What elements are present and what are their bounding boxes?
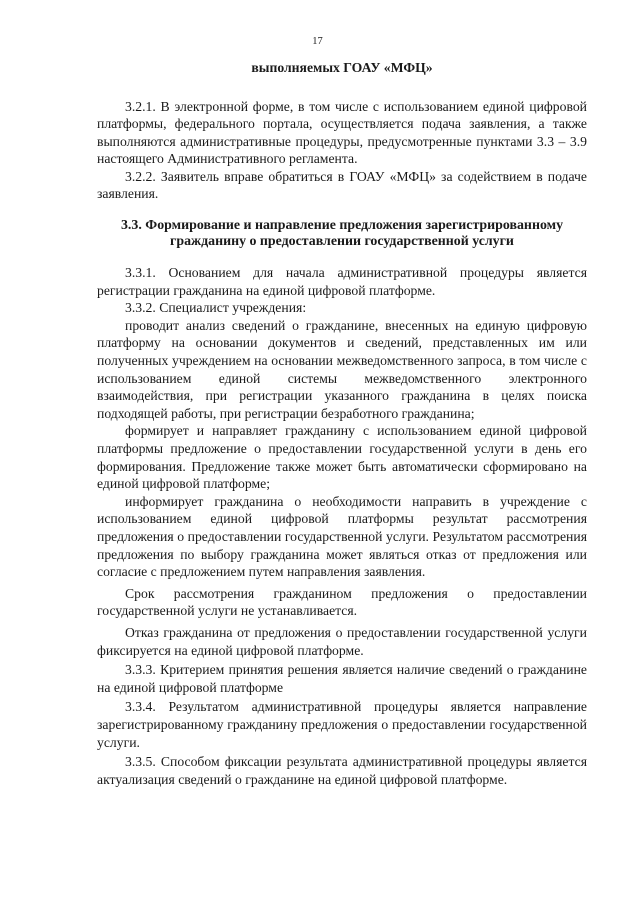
- paragraph-forms-proposal: формирует и направляет гражданину с использованием единой цифровой платформы предложение о предоставлении государственной услуги в день его формирования. Предложение также может быть автоматически сформировано на единой цифровой платформе;: [97, 423, 587, 492]
- paragraph-3-2-2: 3.2.2. Заявитель вправе обратиться в ГОАУ «МФЦ» за содействием в подаче заявления.: [97, 168, 587, 202]
- paragraph-refusal: Отказ гражданина от предложения о предоставлении государственной услуги фиксируется на единой цифровой платформе.: [97, 624, 587, 658]
- top-heading: выполняемых ГОАУ «МФЦ»: [251, 60, 433, 75]
- section-heading-3-3: 3.3. Формирование и направление предложения зарегистрированному гражданину о предоставлении государственной услуги: [120, 218, 564, 249]
- paragraph-3-3-5: 3.3.5. Способом фиксации результата административной процедуры является актуализация сведений о гражданине на единой цифровой платформе.: [97, 754, 587, 787]
- paragraph-3-3-2: 3.3.2. Специалист учреждения:: [125, 300, 307, 316]
- paragraph-3-3-3: 3.3.3. Критерием принятия решения является наличие сведений о гражданине на единой цифровой платформе: [97, 662, 587, 695]
- paragraph-3-2-1: 3.2.1. В электронной форме, в том числе с использованием единой цифровой платформы, федерального портала, осуществляется подача заявления, а также выполняются административные процедуры, предусмотренные пунктами 3.3 – 3.9 настоящего Административного регламента.: [97, 98, 587, 167]
- paragraph-3-3-4: 3.3.4. Результатом административной процедуры является направление зарегистрированному гражданину предложения о предоставлении государственной услуги.: [97, 699, 587, 750]
- document-body: [97, 60, 587, 788]
- paragraph-3-3-1: 3.3.1. Основанием для начала административной процедуры является регистрации гражданина на единой цифровой платформе.: [97, 265, 587, 298]
- page-number: 17: [312, 36, 323, 47]
- paragraph-informs: информирует гражданина о необходимости направить в учреждение с использованием единой цифровой платформы результат рассмотрения предложения о предоставлении государственной услуги. Результатом рассмотрения предложения по выбору гражданина может являться отказ от предложения или согласие с предложением путем направления заявления.: [97, 493, 587, 580]
- paragraph-review-term: Срок рассмотрения гражданином предложения о предоставлении государственной услуги не устанавливается.: [97, 585, 587, 619]
- paragraph-analysis: проводит анализ сведений о гражданине, внесенных на единую цифровую платформу на основании документов и сведений, представленных им или полученных учреждением на основании межведомственного запроса, в том числе с использованием единой системы межведомственного электронного взаимодействия, при регистрации указанного гражданина в целях поиска подходящей работы, при регистрации безработного гражданина;: [97, 317, 587, 421]
